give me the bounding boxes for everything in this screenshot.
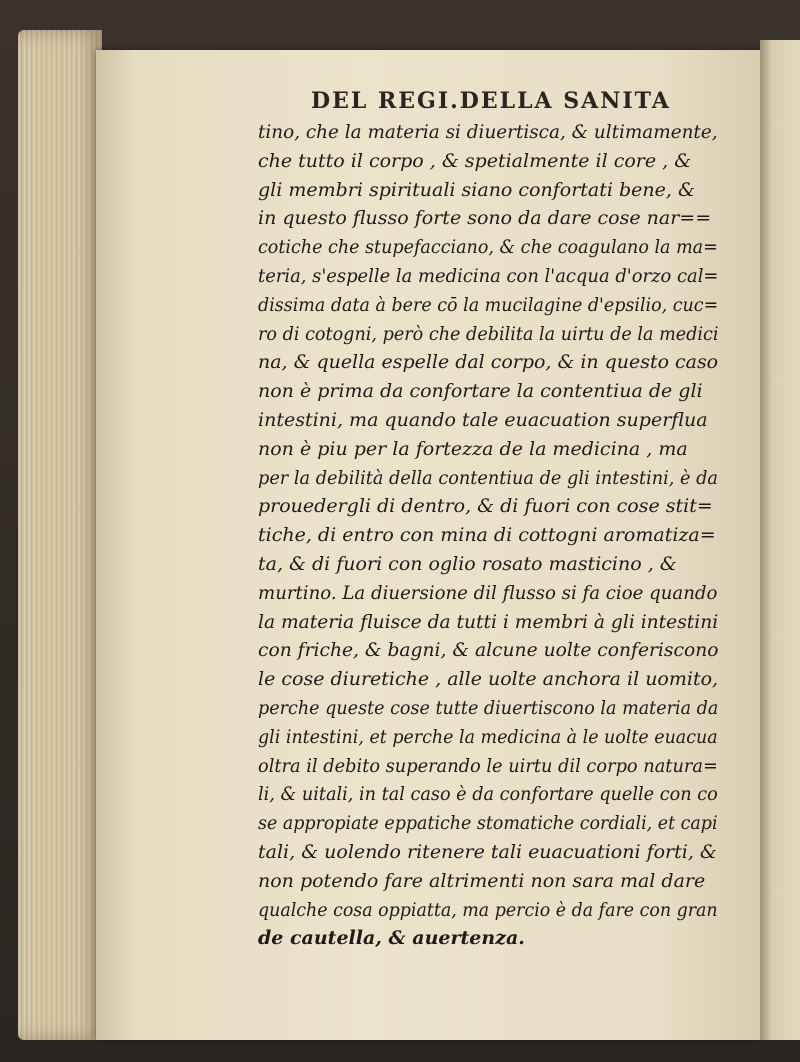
text-line: tino, che la materia si diuertisca, & ultimamente, (258, 121, 718, 143)
text-line: se appropiate eppatiche stomatiche cordiali, et capi (258, 812, 718, 835)
text-line-final: de cautella, & auertenza. (258, 927, 525, 950)
text-line: per la debilità della contentiua de gli intestini, è da (258, 466, 718, 489)
text-line: tali, & uolendo ritenere tali euacuationi forti, & (258, 840, 717, 863)
text-line: dissima data à bere cō la mucilagine d'epsilio, cuc= (258, 293, 719, 316)
text-line: gli intestini, et perche la medicina à le uolte euacua (258, 725, 718, 748)
text-line: con friche, & bagni, & alcune uolte conferiscono (258, 639, 719, 662)
text-line: non è piu per la fortezza de la medicina , ma (258, 437, 688, 460)
facing-page-edge (760, 40, 800, 1040)
text-line: non è prima da confortare la contentiua de gli (258, 380, 703, 403)
text-line: le cose diuretiche , alle uolte anchora il uomito, (258, 668, 719, 691)
book-binding-edge (18, 30, 102, 1040)
page-body (258, 118, 718, 953)
text-line: teria, s'espelle la medicina con l'acqua d'orzo cal= (258, 264, 719, 287)
text-line: perche queste cose tutte diuertiscono la materia da (258, 696, 719, 719)
text-line: tiche, di entro con mina di cottogni aromatiza= (258, 524, 716, 547)
text-line: ta, & di fuori con oglio rosato masticino , & (258, 552, 677, 575)
text-line: che tutto il corpo , & spetialmente il core , & (258, 149, 692, 172)
text-line: cotiche che stupefacciano, & che coagulano la ma= (258, 236, 718, 259)
text-line: oltra il debito superando le uirtu dil corpo natura= (258, 754, 718, 777)
text-line: li, & uitali, in tal caso è da confortare quelle con co (258, 783, 718, 806)
text-line: qualche cosa oppiatta, ma percio è da fare con gran (258, 898, 718, 921)
text-line: prouedergli di dentro, & di fuori con cose stit= (258, 495, 713, 518)
text-line: la materia fluisce da tutti i membri à gli intestini (258, 610, 719, 633)
text-line: murtino. La diuersione dil flusso si fa cioe quando (258, 581, 718, 604)
text-line: intestini, ma quando tale euacuation superflua (258, 408, 708, 431)
text-line: non potendo fare altrimenti non sara mal dare (258, 869, 706, 892)
text-line: na, & quella espelle dal corpo, & in questo caso (258, 351, 719, 374)
text-line: ro di cotogni, però che debilita la uirtu de la medici (258, 322, 719, 345)
text-line: gli membri spirituali siano confortati bene, & (258, 178, 695, 201)
running-title: DEL REGI.DELLA SANITA (311, 88, 671, 114)
text-line: in questo flusso forte sono da dare cose nar== (258, 207, 712, 230)
